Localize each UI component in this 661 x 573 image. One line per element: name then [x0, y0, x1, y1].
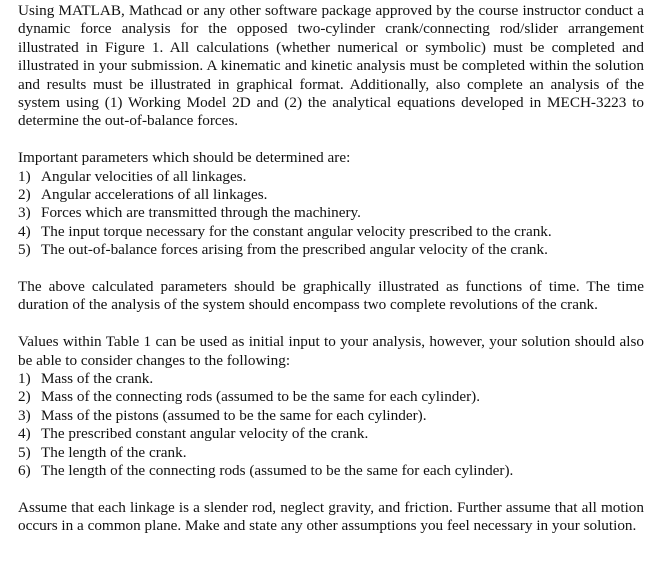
- list-item: [18, 241, 644, 259]
- parameters-heading: Important parameters which should be determined are:: [18, 149, 351, 167]
- list-text: Forces which are transmitted through the machinery.: [41, 204, 361, 222]
- list-item: [18, 223, 644, 241]
- list-text: The prescribed constant angular velocity of the crank.: [41, 425, 369, 443]
- list-number: 2): [18, 186, 31, 204]
- list-number: 1): [18, 167, 31, 185]
- list-item: [18, 462, 644, 480]
- assumptions-paragraph: Assume that each linkage is a slender rod, neglect gravity, and friction. Further assume that all motion occurs in a common plane. Make and state any other assumptions you feel necessary in your solution.: [18, 498, 644, 535]
- list-number: 4): [18, 425, 31, 443]
- list-number: 6): [18, 462, 31, 480]
- list-number: 5): [18, 241, 31, 259]
- list-number: 4): [18, 222, 31, 240]
- list-text: Angular accelerations of all linkages.: [41, 186, 268, 204]
- list-number: 2): [18, 388, 31, 406]
- list-item: [18, 204, 644, 222]
- list-text: The out-of-balance forces arising from the prescribed angular velocity of the crank.: [41, 241, 548, 259]
- list-text: The length of the connecting rods (assumed to be the same for each cylinder).: [41, 462, 514, 480]
- list-text: The input torque necessary for the constant angular velocity prescribed to the crank.: [41, 222, 552, 240]
- paragraph-gap: [18, 315, 644, 333]
- paragraph-gap: [18, 131, 644, 149]
- list-item: [18, 444, 644, 462]
- paragraph-gap: [18, 481, 644, 499]
- list-text: Mass of the crank.: [41, 370, 154, 388]
- list-number: 3): [18, 406, 31, 424]
- list-text: Angular velocities of all linkages.: [41, 167, 247, 185]
- assignment-page: [18, 2, 644, 536]
- list-number: 3): [18, 204, 31, 222]
- graphical-paragraph: The above calculated parameters should be graphically illustrated as functions of time. The time duration of the analysis of the system should encompass two complete revolutions of the crank.: [18, 278, 644, 314]
- list-text: The length of the crank.: [41, 443, 187, 461]
- parameters-list: [18, 168, 644, 260]
- changes-list: [18, 370, 644, 480]
- changes-heading: Values within Table 1 can be used as initial input to your analysis, however, your solution should also be able to consider changes to the following:: [18, 333, 644, 369]
- list-text: Mass of the connecting rods (assumed to be the same for each cylinder).: [41, 388, 481, 406]
- intro-paragraph: Using MATLAB, Mathcad or any other software package approved by the course instructor conduct a dynamic force analysis for the opposed two-cylinder crank/connecting rod/slider arrangement illustrated in Figure 1. All calculations (whether numerical or symbolic) must be completed and illustrated in your submission. A kinematic and kinetic analysis must be completed within the solution and results must be illustrated in graphical format. Additionally, also complete an analysis of the system using (1) Working Model 2D and (2) the analytical equations developed in MECH-3223 to determine the out-of-balance forces.: [18, 2, 644, 130]
- list-number: 1): [18, 370, 31, 388]
- list-number: 5): [18, 443, 31, 461]
- list-text: Mass of the pistons (assumed to be the same for each cylinder).: [41, 406, 427, 424]
- list-item: [18, 168, 644, 186]
- list-item: [18, 388, 644, 406]
- list-item: [18, 407, 644, 425]
- list-item: [18, 186, 644, 204]
- list-item: [18, 425, 644, 443]
- list-item: [18, 370, 644, 388]
- paragraph-gap: [18, 260, 644, 278]
